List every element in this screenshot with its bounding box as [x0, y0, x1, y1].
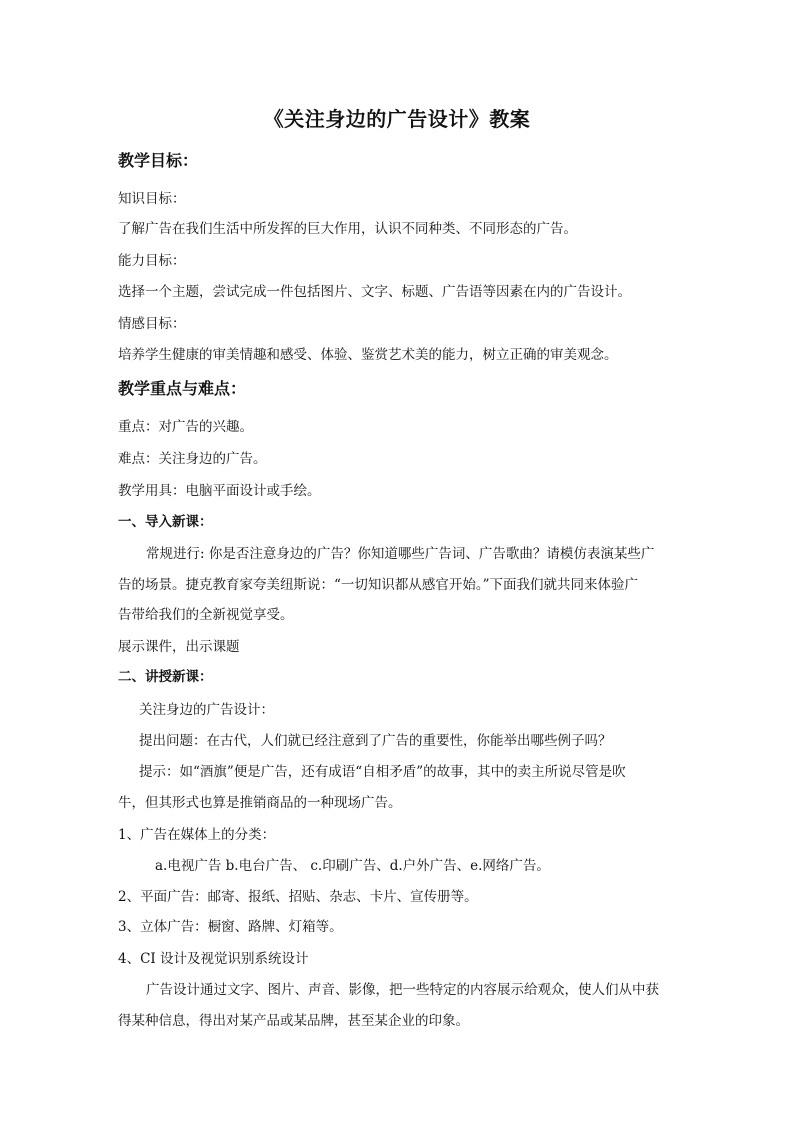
document-title: 《关注身边的广告设计》教案	[263, 107, 531, 131]
part2-line4: 牛，但其形式也算是推销商品的一种现场广告。	[118, 795, 402, 811]
list-item-2: 2、平面广告：邮寄、报纸、招贴、杂志、卡片、宣传册等。	[118, 889, 478, 905]
list-item-1: 1、广告在媒体上的分类：	[118, 827, 276, 843]
list-item-1-detail: a.电视广告 b.电台广告、 c.印刷广告、d.户外广告、e.网络广告。	[155, 858, 550, 874]
part1-line3: 告带给我们的全新视觉享受。	[118, 607, 294, 623]
emotion-text: 培养学生健康的审美情趣和感受、体验、鉴赏艺术美的能力，树立正确的审美观念。	[118, 347, 618, 363]
knowledge-label: 知识目标：	[118, 191, 186, 207]
key-point: 重点：对广告的兴趣。	[118, 419, 253, 435]
part2-line3: 提示：如“酒旗”便是广告，还有成语“自相矛盾”的故事，其中的卖主所说尽管是吹	[139, 764, 626, 780]
goals-heading: 教学目标：	[118, 151, 199, 170]
ability-label: 能力目标：	[118, 253, 186, 269]
part1-line2: 告的场景。捷克教育家夸美纽斯说：“一切知识都从感官开始。”下面我们就共同来体验广	[118, 577, 639, 593]
part2-heading: 二、讲授新课：	[118, 669, 213, 685]
ability-text: 选择一个主题，尝试完成一件包括图片、文字、标题、广告语等因素在内的广告设计。	[118, 284, 631, 300]
part2-line2: 提出问题：在古代，人们就已经注意到了广告的重要性，你能举出哪些例子吗？	[139, 733, 612, 749]
part2-line1: 关注身边的广告设计：	[139, 702, 274, 718]
part1-line1: 常规进行: 你是否注意身边的广告？你知道哪些广告词、广告歌曲？请模仿表演某些广	[146, 546, 655, 562]
emotion-label: 情感目标：	[118, 316, 186, 332]
part1-line4: 展示课件，出示课题	[118, 639, 240, 655]
knowledge-text: 了解广告在我们生活中所发挥的巨大作用，认识不同种类、不同形态的广告。	[118, 221, 577, 237]
list-item-4: 4、CI 设计及视觉识别系统设计	[118, 951, 309, 967]
key-heading: 教学重点与难点：	[118, 379, 247, 398]
difficult-point: 难点：关注身边的广告。	[118, 451, 267, 467]
final-line2: 得某种信息，得出对某产品或某品牌，甚至某企业的印象。	[118, 1013, 469, 1029]
list-item-3: 3、立体广告：橱窗、路牌、灯箱等。	[118, 919, 343, 935]
final-line1: 广告设计通过文字、图片、声音、影像，把一些特定的内容展示给观众，使人们从中获	[146, 982, 659, 998]
teaching-tools: 教学用具：电脑平面设计或手绘。	[118, 483, 321, 499]
part1-heading: 一、导入新课：	[118, 514, 213, 530]
